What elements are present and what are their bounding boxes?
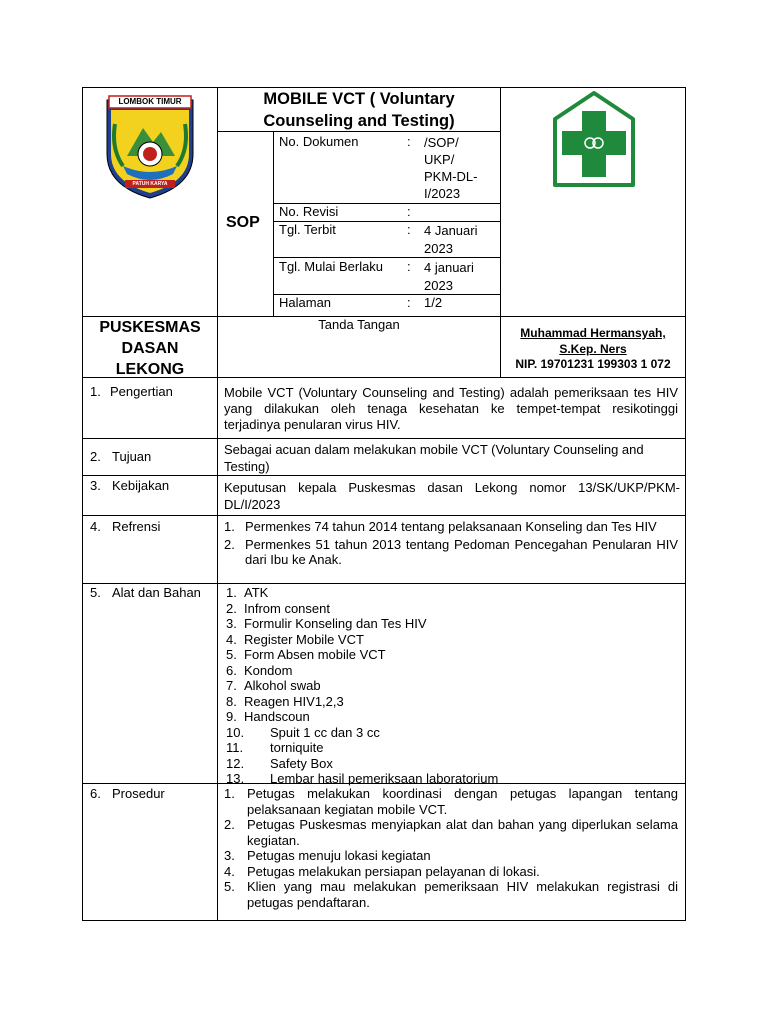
list-item: 2. Permenkes 51 tahun 2013 tentang Pedoman Pencegahan Penularan HIV dari Ibu ke Anak. (224, 537, 678, 567)
section-number: 1. (90, 384, 101, 399)
list-item: 8. Reagen HIV1,2,3 (226, 693, 344, 709)
field-colon: : (407, 204, 411, 219)
section-number: 3. (90, 478, 101, 493)
field-label-tgl-mulai: Tgl. Mulai Berlaku (279, 259, 384, 274)
field-value-tgl-mulai: 4 januari 2023 (424, 260, 474, 293)
item-text: Register Mobile VCT (244, 631, 364, 647)
item-text: Petugas melakukan koordinasi dengan petugas lapangan tentang pelaksanaan kegiatan mobile VCT. (247, 786, 678, 817)
no-dokumen-value: /SOP/ UKP/ PKM-DL- I/2023 (424, 135, 478, 201)
section-label-tujuan: Tujuan (112, 449, 152, 464)
field-label-tgl-terbit: Tgl. Terbit (279, 222, 336, 237)
list-item: 7. Alkohol swab (226, 678, 321, 693)
field-colon: : (407, 295, 411, 310)
list-item: 11. torniquite (226, 740, 324, 755)
item-text: ATK (244, 585, 269, 600)
item-text: Klien yang mau melakukan pemeriksaan HIV melakukan registrasi di petugas pendaftaran. (247, 879, 678, 910)
item-text: Alkohol swab (244, 678, 321, 693)
list-item: 2. Petugas Puskesmas menyiapkan alat dan bahan yang diperlukan selama kegiatan. (224, 817, 678, 848)
field-value-tgl-terbit: 4 Januari 2023 (424, 223, 478, 256)
lombok-timur-logo (103, 94, 197, 202)
sop-label: SOP (226, 214, 260, 231)
item-text: torniquite (270, 740, 324, 755)
list-item: 5. Klien yang mau melakukan pemeriksaan HIV melakukan registrasi di petugas pendaftaran. (224, 879, 678, 910)
section-label-refrensi: Refrensi (112, 519, 161, 534)
section-label-kebijakan: Kebijakan (112, 478, 170, 493)
item-text: Handscoun (244, 709, 310, 724)
list-item: 5. Form Absen mobile VCT (226, 647, 386, 662)
list-item: 4. Register Mobile VCT (226, 631, 364, 647)
list-item: 4. Petugas melakukan persiapan pelayanan di lokasi. (224, 864, 678, 880)
section-label-alat-bahan: Alat dan Bahan (112, 585, 201, 600)
field-value-halaman: 1/2 (424, 295, 443, 310)
refrensi-list (224, 519, 678, 567)
refrensi-text: Permenkes 51 tahun 2013 tentang Pedoman Pencegahan Penularan HIV dari Ibu ke Anak. (245, 537, 678, 567)
field-colon: : (407, 259, 411, 274)
item-text: Lembar hasil pemeriksaan laboratorium (270, 771, 499, 786)
field-colon: : (407, 222, 411, 237)
signer-name: Muhammad Hermansyah, S.Kep. Ners (520, 326, 666, 356)
list-item: 1. ATK (226, 585, 269, 600)
field-label-no-dokumen: No. Dokumen (279, 134, 359, 149)
list-item: 3. Formulir Konseling dan Tes HIV (226, 616, 427, 631)
alat-bahan-list (226, 585, 676, 787)
list-item: 1. Petugas melakukan koordinasi dengan petugas lapangan tentang pelaksanaan kegiatan mobile VCT. (224, 786, 678, 817)
list-item: 12. Safety Box (226, 755, 333, 771)
document-title: MOBILE VCT ( Voluntary Counseling and Testing) (263, 90, 455, 130)
field-colon: : (407, 134, 411, 149)
item-text: Spuit 1 cc dan 3 cc (270, 724, 380, 740)
prosedur-list (224, 786, 678, 910)
field-label-no-revisi: No. Revisi (279, 204, 339, 219)
list-item: 6. Kondom (226, 662, 293, 678)
list-item: 10. Spuit 1 cc dan 3 cc (226, 724, 380, 740)
section-number: 2. (90, 449, 101, 464)
item-text: Petugas menuju lokasi kegiatan (247, 848, 431, 863)
section-number: 6. (90, 786, 101, 801)
logo-text-bottom: PATUH KARYA (132, 181, 168, 187)
item-text: Kondom (244, 662, 293, 678)
list-item: 9. Handscoun (226, 709, 310, 724)
section-number: 4. (90, 519, 101, 534)
item-text: Petugas melakukan persiapan pelayanan di lokasi. (247, 863, 540, 879)
field-label-halaman: Halaman (279, 295, 332, 310)
item-text: Reagen HIV1,2,3 (244, 693, 344, 709)
list-item: 1. Permenkes 74 tahun 2014 tentang pelaksanaan Konseling dan Tes HIV (224, 519, 678, 534)
field-value-no-dokumen (424, 134, 490, 202)
section-label-pengertian: Pengertian (110, 384, 173, 399)
list-item: 2. Infrom consent (226, 600, 330, 616)
item-text: Formulir Konseling dan Tes HIV (244, 616, 427, 631)
signature-label: Tanda Tangan (318, 317, 400, 332)
section-text-tujuan: Sebagai acuan dalam melakukan mobile VCT (Voluntary Counseling and Testing) (224, 442, 644, 474)
item-text: Infrom consent (244, 600, 330, 616)
list-item: 3. Petugas menuju lokasi kegiatan (224, 848, 678, 864)
signer-nip: NIP. 19701231 199303 1 072 (515, 357, 671, 371)
section-number: 5. (90, 585, 101, 600)
organization-name: PUSKESMAS DASAN LEKONG (99, 319, 201, 378)
item-text: Safety Box (270, 755, 333, 771)
logo-text-top: LOMBOK TIMUR (118, 97, 182, 106)
item-text: Petugas Puskesmas menyiapkan alat dan bahan yang diperlukan selama kegiatan. (247, 817, 678, 848)
section-text-kebijakan: Keputusan kepala Puskesmas dasan Lekong nomor 13/SK/UKP/PKM-DL/I/2023 (224, 480, 680, 512)
item-text: Form Absen mobile VCT (244, 647, 386, 662)
section-label-prosedur: Prosedur (112, 786, 165, 801)
puskesmas-logo (551, 89, 637, 193)
refrensi-text: Permenkes 74 tahun 2014 tentang pelaksanaan Konseling dan Tes HIV (245, 519, 657, 534)
list-item: 13. Lembar hasil pemeriksaan laboratorium (226, 771, 499, 786)
section-text-pengertian: Mobile VCT (Voluntary Counseling and Testing) adalah pemeriksaan tes HIV yang dilakukan oleh tenaga kesehatan ke tempet-tempat resikotinggi terjadinya penularan virus HIV. (224, 385, 678, 432)
